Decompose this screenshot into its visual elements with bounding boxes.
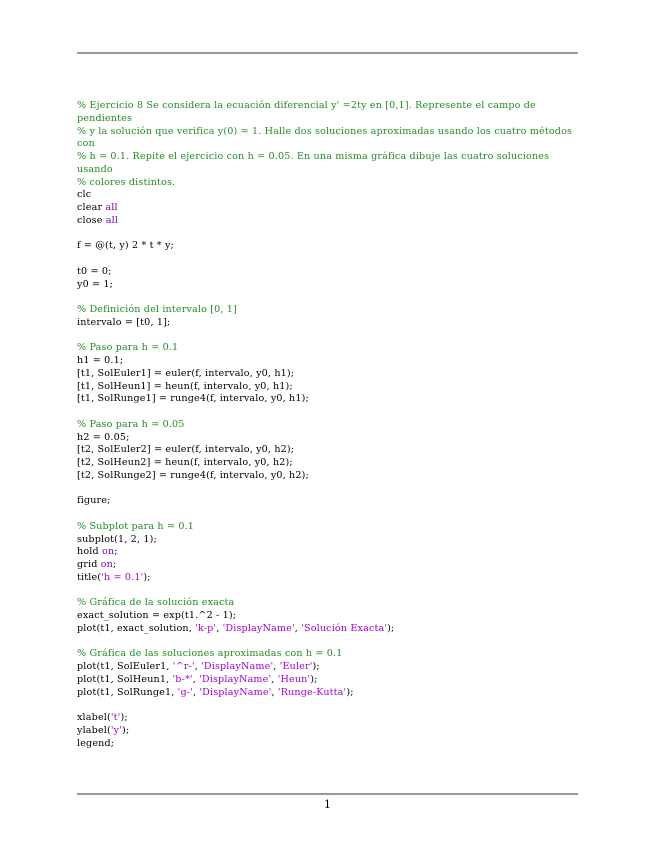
code-text: [t1, SolHeun1] = heun(f, intervalo, y0, h1); — [77, 380, 293, 392]
blank-line — [77, 228, 578, 241]
code-line — [77, 470, 578, 483]
code-comment: % Subplot para h = 0.1 — [77, 520, 195, 532]
code-comment: % Ejercicio 8 Se considera la ecuación diferencial y' =2ty en [0,1]. Represente el campo de pendientes — [77, 100, 540, 124]
code-line — [77, 457, 578, 470]
code-line — [77, 534, 578, 547]
code-text: xlabel( — [77, 712, 111, 723]
code-text: ); — [387, 622, 395, 634]
blank-line — [77, 483, 578, 496]
code-string: 't' — [110, 712, 121, 723]
code-text: [t2, SolRunge2] = runge4(f, intervalo, y0, h2); — [77, 469, 309, 481]
code-text: h1 = 0.1; — [77, 355, 124, 366]
code-line — [77, 432, 578, 445]
code-text: t0 = 0; — [77, 265, 112, 277]
code-text: ); — [122, 724, 130, 736]
code-string: 'h = 0.1' — [101, 571, 144, 583]
code-line — [77, 444, 578, 457]
code-line — [77, 610, 578, 623]
blank-line — [77, 508, 578, 521]
blank-line — [77, 406, 578, 419]
code-string: 'b-*' — [172, 673, 193, 685]
code-text: , — [271, 686, 278, 698]
code-string: 'DisplayName' — [199, 686, 272, 698]
code-text: , — [192, 686, 200, 698]
code-comment: % Paso para h = 0.05 — [77, 418, 185, 430]
code-line — [77, 546, 578, 559]
code-keyword: all — [105, 214, 119, 226]
code-text: figure; — [77, 495, 111, 507]
code-text: close — [77, 214, 106, 226]
code-line — [77, 100, 578, 126]
code-text: plot(t1, exact_solution, — [77, 622, 196, 634]
code-string: 'DisplayName' — [222, 622, 295, 634]
code-line — [77, 342, 578, 355]
code-line — [77, 202, 578, 215]
code-line — [77, 661, 578, 674]
code-text: [t1, SolRunge1] = runge4(f, intervalo, y0, h1); — [77, 393, 309, 405]
code-listing — [77, 100, 578, 750]
code-keyword: on — [100, 559, 114, 570]
code-text: clear — [77, 202, 106, 213]
code-text: h2 = 0.05; — [77, 431, 130, 443]
code-text: plot(t1, SolEuler1, — [77, 661, 173, 672]
code-line — [77, 368, 578, 381]
code-line — [77, 189, 578, 202]
code-text: ); — [143, 571, 151, 583]
code-line — [77, 393, 578, 406]
code-line — [77, 317, 578, 330]
blank-line — [77, 585, 578, 598]
code-comment: % Gráfica de la solución exacta — [77, 597, 235, 609]
code-line — [77, 738, 578, 751]
code-text: , — [271, 673, 278, 685]
code-comment: % colores distintos. — [77, 176, 176, 188]
code-text: [t2, SolHeun2] = heun(f, intervalo, y0, h2); — [77, 457, 293, 468]
code-comment: % y la solución que verifica y(0) = 1. Halle dos soluciones aproximadas usando los cuatro métodos con — [77, 125, 576, 150]
code-string: 'Euler' — [279, 661, 313, 672]
code-keyword: all — [105, 202, 118, 213]
code-text: ylabel( — [77, 724, 111, 736]
blank-line — [77, 636, 578, 649]
code-line — [77, 623, 578, 636]
code-text: exact_solution = exp(t1.^2 - 1); — [77, 610, 237, 621]
code-line — [77, 304, 578, 317]
code-line — [77, 521, 578, 534]
code-string: 'Heun' — [277, 673, 311, 685]
code-text: ); — [310, 673, 318, 685]
code-string: '^r-' — [172, 661, 195, 672]
code-comment: % Definición del intervalo [0, 1] — [77, 304, 237, 315]
page-number: 1 — [324, 798, 331, 811]
code-line — [77, 597, 578, 610]
code-text: title( — [77, 571, 102, 583]
code-line — [77, 215, 578, 228]
top-rule — [77, 52, 578, 54]
code-text: f = @(t, y) 2 * t * y; — [77, 240, 174, 252]
code-text: clc — [77, 189, 92, 201]
blank-line — [77, 699, 578, 712]
code-text: ; — [113, 559, 117, 570]
code-line — [77, 648, 578, 661]
code-string: 'g-' — [177, 686, 193, 698]
code-string: 'Solución Exacta' — [301, 622, 388, 634]
code-text: ); — [120, 712, 128, 723]
code-line — [77, 240, 578, 253]
code-comment: % Gráfica de las soluciones aproximadas con h = 0.1 — [77, 648, 343, 660]
code-text: , — [192, 673, 200, 685]
code-line — [77, 419, 578, 432]
code-text: , — [194, 661, 202, 672]
code-string: 'Runge-Kutta' — [277, 686, 347, 698]
code-line — [77, 177, 578, 190]
code-line — [77, 126, 578, 152]
code-keyword: on — [101, 546, 115, 558]
code-string: 'DisplayName' — [199, 673, 272, 685]
code-line — [77, 559, 578, 572]
code-text: plot(t1, SolHeun1, — [77, 673, 173, 685]
blank-line — [77, 253, 578, 266]
code-text: , — [294, 622, 302, 634]
code-text: [t2, SolEuler2] = euler(f, intervalo, y0, h2); — [77, 444, 295, 456]
code-line — [77, 381, 578, 394]
code-line — [77, 151, 578, 177]
code-line — [77, 725, 578, 738]
code-text: subplot(1, 2, 1); — [77, 533, 157, 545]
code-string: 'k-p' — [195, 622, 217, 634]
code-text: , — [273, 661, 280, 672]
blank-line — [77, 291, 578, 304]
blank-line — [77, 330, 578, 343]
code-line — [77, 495, 578, 508]
code-string: 'y' — [110, 724, 123, 736]
code-line — [77, 674, 578, 687]
bottom-rule — [77, 793, 578, 795]
code-text: y0 = 1; — [77, 278, 114, 290]
code-string: 'DisplayName' — [201, 661, 274, 672]
code-text: plot(t1, SolRunge1, — [77, 686, 178, 698]
code-text: legend; — [77, 737, 115, 749]
code-line — [77, 572, 578, 585]
code-text: grid — [77, 559, 101, 570]
code-line — [77, 355, 578, 368]
code-line — [77, 712, 578, 725]
code-text: [t1, SolEuler1] = euler(f, intervalo, y0, h1); — [77, 367, 295, 379]
code-text: intervalo = [t0, 1]; — [77, 316, 171, 328]
code-text: ; — [114, 546, 118, 558]
code-comment: % Paso para h = 0.1 — [77, 342, 179, 354]
code-line — [77, 266, 578, 279]
code-text: hold — [77, 546, 102, 558]
code-text: ); — [312, 661, 320, 672]
code-text: ); — [346, 686, 354, 698]
code-line — [77, 687, 578, 700]
code-line — [77, 279, 578, 292]
code-text: , — [216, 622, 223, 634]
code-comment: % h = 0.1. Repite el ejercicio con h = 0.05. En una misma gráfica dibuje las cuatro soluciones usando — [77, 151, 553, 175]
